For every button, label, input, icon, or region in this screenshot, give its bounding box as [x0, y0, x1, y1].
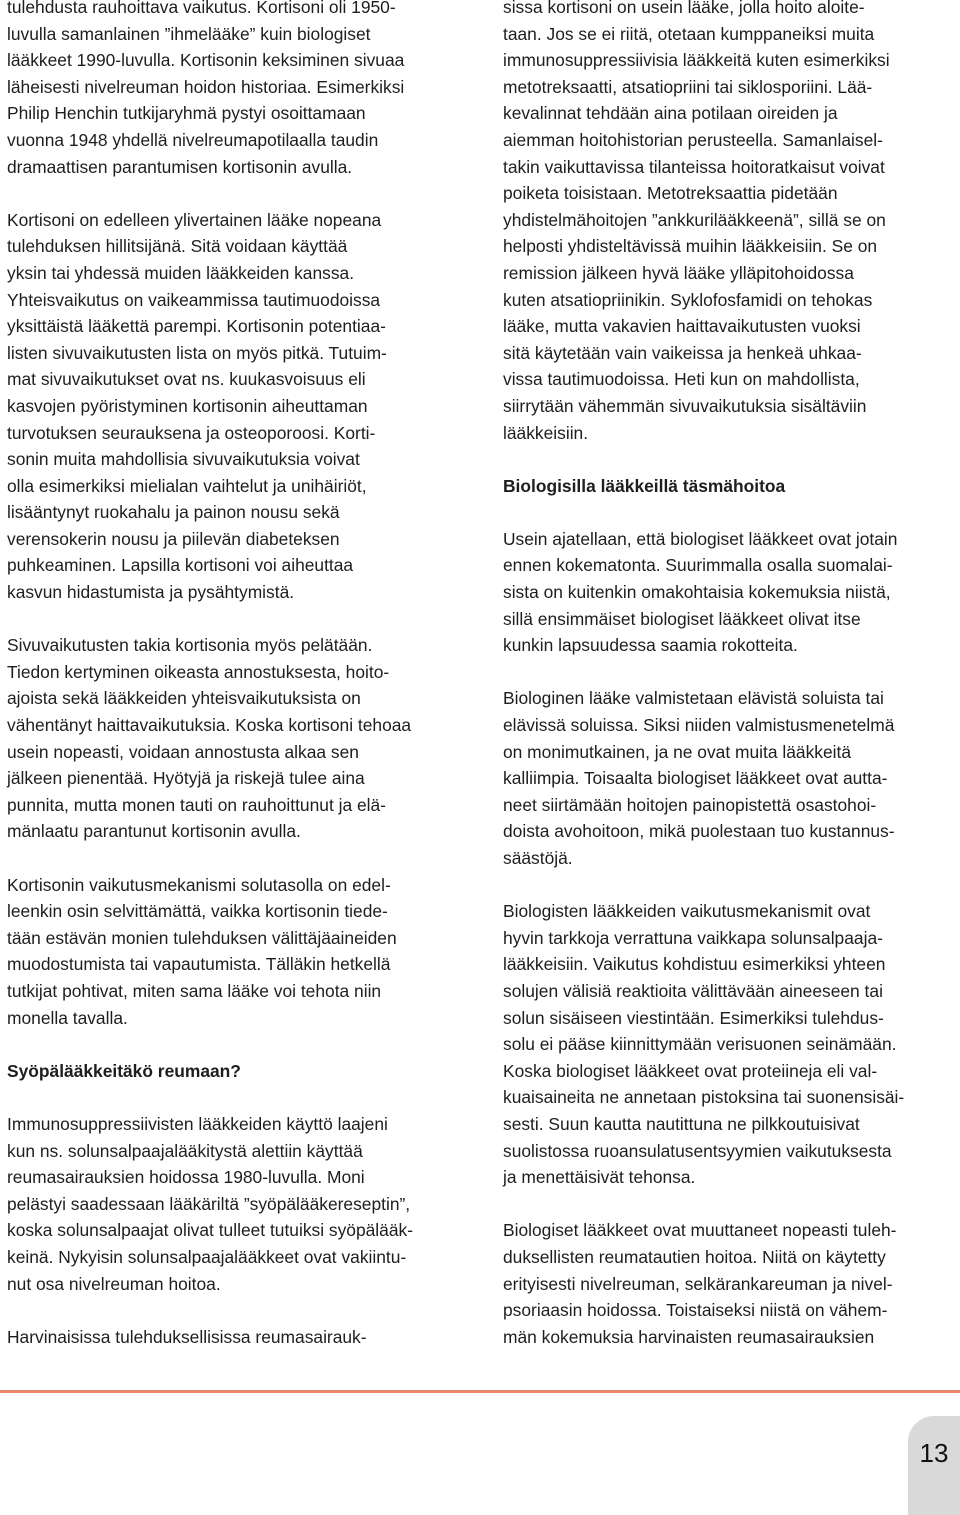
text-line: Tiedon kertyminen oikeasta annostuksesta, hoito- [7, 661, 390, 682]
text-line: punnita, mutta monen tauti on rauhoittunut ja elä- [7, 794, 386, 815]
paragraph-gap [503, 446, 955, 473]
text-line: yksin tai yhdessä muiden lääkkeiden kanssa. [7, 262, 355, 283]
text-line: ajoista sekä lääkkeiden yhteisvaikutuksista on [7, 688, 361, 709]
text-line: koska solunsalpaajat olivat tulleet tutuiksi syöpälääk- [7, 1220, 414, 1241]
text-line: remission jälkeen hyvä lääke ylläpitohoidossa [503, 262, 854, 283]
text-line: psoriaasin hoidossa. Toistaiseksi niistä on vähem- [503, 1300, 888, 1321]
paragraph [503, 1217, 955, 1350]
text-line: leenkin osin selvittämättä, vaikka kortisonin tiede- [7, 901, 388, 922]
paragraph-gap [503, 1191, 955, 1218]
text-line: neet siirtämään hoitojen painopistettä osastohoi- [503, 794, 877, 815]
text-line: tään estävän monien tulehduksen välittäjäaineiden [7, 927, 397, 948]
text-line: takin vaikuttavissa tilanteissa hoitoratkaisut voivat [503, 156, 885, 177]
text-line: läheisesti nivelreuman hoidon historiaa. Esimerkiksi [7, 76, 405, 97]
paragraph-gap [7, 845, 459, 872]
paragraph-gap [7, 1084, 459, 1111]
paragraph [7, 1324, 459, 1351]
paragraph [503, 685, 955, 871]
text-line: doista avohoitoon, mikä puolestaan tuo kustannus- [503, 821, 895, 842]
text-line: listen sivuvaikutusten lista on myös pitkä. Tutuim- [7, 342, 387, 363]
text-line: vähentänyt haittavaikutuksia. Koska kortisoni tehoaa [7, 715, 412, 736]
text-line: nut osa nivelreuman hoitoa. [7, 1273, 221, 1294]
text-line: reumasairauksien hoidossa 1980-luvulla. Moni [7, 1167, 365, 1188]
text-line: lääkkeisiin. Vaikutus kohdistuu esimerkiksi yhteen [503, 954, 886, 975]
text-line: verensokerin nousu ja piilevän diabeteksen [7, 528, 340, 549]
paragraph [7, 207, 459, 606]
page-number: 13 [919, 1438, 949, 1468]
text-line: lisääntynyt ruokahalu ja painon nousu sekä [7, 502, 340, 523]
text-line: ja menettäisivät tehonsa. [503, 1167, 696, 1188]
left-text-column [7, 0, 459, 1350]
paragraph-gap [503, 659, 955, 686]
text-line: keinä. Nykyisin solunsalpaajalääkkeet ovat vakiintu- [7, 1246, 407, 1267]
text-line: Biologinen lääke valmistetaan elävistä soluista tai [503, 688, 884, 709]
text-line: solun sisäiseen viestintään. Esimerkiksi tulehdus- [503, 1007, 884, 1028]
text-line: pelästyi saadessaan lääkäriltä ”syöpälääkereseptin”, [7, 1193, 411, 1214]
text-line: kasvojen pyöristyminen kortisonin aiheuttaman [7, 395, 368, 416]
text-line: elävissä soluissa. Siksi niiden valmistusmenetelmä [503, 715, 895, 736]
text-line: turvotuksen seurauksena ja osteoporoosi. Korti- [7, 422, 376, 443]
text-line: sonin muita mahdollisia sivuvaikutuksia voivat [7, 449, 360, 470]
heading-line: Biologisilla lääkkeillä täsmähoitoa [503, 475, 786, 496]
text-line: duksellisten reumatautien hoitoa. Niitä on käytetty [503, 1246, 886, 1267]
paragraph [7, 632, 459, 845]
paragraph-gap [7, 1297, 459, 1324]
text-line: olla esimerkiksi mielialan vaihtelut ja unihäiriöt, [7, 475, 367, 496]
text-line: immunosuppressiivisia lääkkeitä kuten esimerkiksi [503, 50, 890, 71]
paragraph [503, 0, 955, 446]
paragraph-gap [7, 180, 459, 207]
text-line: sista on kuitenkin omakohtaisia kokemuksia niistä, [503, 582, 891, 603]
text-line: Usein ajatellaan, että biologiset lääkkeet ovat jotain [503, 528, 898, 549]
paragraph [503, 898, 955, 1191]
text-line: vuonna 1948 yhdellä nivelreumapotilaalla taudin [7, 129, 379, 150]
text-line: siirrytään vähemmän sivuvaikutuksia sisältäviin [503, 395, 867, 416]
text-line: kuaisaineita ne annetaan pistoksina tai suonensisäi- [503, 1087, 905, 1108]
text-line: mänlaatu parantunut kortisonin avulla. [7, 821, 301, 842]
text-line: muodostumista tai vapautumista. Tälläkin hetkellä [7, 954, 391, 975]
text-line: Philip Henchin tutkijaryhmä pystyi osoittamaan [7, 103, 366, 124]
text-line: tulehdusta rauhoittava vaikutus. Kortisoni oli 1950- [7, 0, 396, 17]
text-line: monella tavalla. [7, 1007, 128, 1028]
text-line: Biologiset lääkkeet ovat muuttaneet nopeasti tuleh- [503, 1220, 897, 1241]
footer-divider [0, 1390, 960, 1393]
text-line: dramaattisen parantumisen kortisonin avulla. [7, 156, 353, 177]
text-line: lääkkeisiin. [503, 422, 589, 443]
text-line: kunkin lapsuudessa saamia rokotteita. [503, 635, 798, 656]
text-line: Koska biologiset lääkkeet ovat proteiineja eli val- [503, 1060, 878, 1081]
text-line: kalliimpia. Toisaalta biologiset lääkkeet ovat autta- [503, 768, 888, 789]
paragraph [7, 0, 459, 180]
heading-line: Syöpälääkkeitäkö reumaan? [7, 1060, 241, 1081]
text-line: sillä ensimmäiset biologiset lääkkeet olivat itse [503, 608, 861, 629]
text-line: tulehduksen hillitsijänä. Sitä voidaan käyttää [7, 236, 348, 257]
text-line: Biologisten lääkkeiden vaikutusmekanismit ovat [503, 901, 871, 922]
paragraph-gap [7, 1031, 459, 1058]
text-line: usein nopeasti, voidaan annostusta alkaa sen [7, 741, 359, 762]
right-text-column [503, 0, 955, 1350]
text-line: solujen välisiä reaktioita välittävään aineeseen tai [503, 980, 883, 1001]
text-line: suolistossa ruoansulatusentsyymien vaikutuksesta [503, 1140, 892, 1161]
text-line: sissa kortisoni on usein lääke, jolla hoito aloite- [503, 0, 865, 17]
paragraph-gap [503, 499, 955, 526]
text-line: hyvin tarkkoja verrattuna vaikkapa solunsalpaaja- [503, 927, 883, 948]
text-line: metotreksaatti, atsatiopriini tai siklosporiini. Lää- [503, 76, 873, 97]
text-line: sitä käytetään vain vaikeissa ja henkeä uhkaa- [503, 342, 862, 363]
text-line: kasvun hidastumista ja pysähtymistä. [7, 582, 295, 603]
text-line: lääke, mutta vakavien haittavaikutusten vuoksi [503, 316, 861, 337]
text-line: solu ei pääse kiinnittymään verisuonen seinämään. [503, 1034, 897, 1055]
text-line: Immunosuppressiivisten lääkkeiden käyttö laajeni [7, 1113, 388, 1134]
text-line: luvulla samanlainen ”ihmelääke” kuin biologiset [7, 23, 371, 44]
text-line: taan. Jos se ei riitä, otetaan kumppaneiksi muita [503, 23, 875, 44]
paragraph [503, 526, 955, 659]
text-line: puhkeaminen. Lapsilla kortisoni voi aiheuttaa [7, 555, 354, 576]
text-line: män kokemuksia harvinaisten reumasairauksien [503, 1326, 875, 1347]
section-heading [7, 1058, 459, 1085]
text-line: jälkeen pienentää. Hyötyjä ja riskejä tulee aina [7, 768, 365, 789]
text-line: erityisesti nivelreuman, selkärankareuman ja nivel- [503, 1273, 893, 1294]
text-line: aiemman hoitohistorian perusteella. Samanlaisel- [503, 129, 883, 150]
paragraph-gap [7, 606, 459, 633]
paragraph-gap [503, 872, 955, 899]
text-line: helposti yhdisteltävissä muihin lääkkeisiin. Se on [503, 236, 878, 257]
text-line: kuten atsatiopriinikin. Syklofosfamidi on tehokas [503, 289, 873, 310]
text-line: Yhteisvaikutus on vaikeammissa tautimuodoissa [7, 289, 381, 310]
section-heading [503, 473, 955, 500]
text-line: sesti. Suun kautta nautittuna ne pilkkoutuisivat [503, 1113, 860, 1134]
page-number-tab [908, 1416, 960, 1515]
text-line: on monimutkainen, ja ne ovat muita lääkkeitä [503, 741, 852, 762]
text-line: kun ns. solunsalpaajalääkitystä alettiin käyttää [7, 1140, 363, 1161]
text-line: mat sivuvaikutukset ovat ns. kuukasvoisuus eli [7, 369, 366, 390]
text-line: säästöjä. [503, 848, 573, 868]
text-line: Kortisonin vaikutusmekanismi solutasolla on edel- [7, 874, 391, 895]
text-line: tutkijat pohtivat, miten sama lääke voi tehota niin [7, 980, 382, 1001]
text-line: yksittäistä lääkettä parempi. Kortisonin potentiaa- [7, 316, 386, 337]
text-line: vissa tautimuodoissa. Heti kun on mahdollista, [503, 369, 860, 390]
text-line: Kortisoni on edelleen ylivertainen lääke nopeana [7, 209, 382, 230]
text-line: kevalinnat tehdään aina potilaan oireiden ja [503, 103, 838, 124]
paragraph [7, 872, 459, 1032]
text-line: Harvinaisissa tulehduksellisissa reumasairauk- [7, 1326, 367, 1347]
text-line: Sivuvaikutusten takia kortisonia myös pelätään. [7, 635, 373, 656]
text-line: yhdistelmähoitojen ”ankkurilääkkeenä”, sillä se on [503, 209, 886, 230]
text-line: ennen kokematonta. Suurimmalla osalla suomalai- [503, 555, 893, 576]
paragraph [7, 1111, 459, 1297]
text-line: poiketa toisistaan. Metotreksaattia pidetään [503, 183, 838, 204]
text-line: lääkkeet 1990-luvulla. Kortisonin keksiminen sivuaa [7, 50, 405, 71]
